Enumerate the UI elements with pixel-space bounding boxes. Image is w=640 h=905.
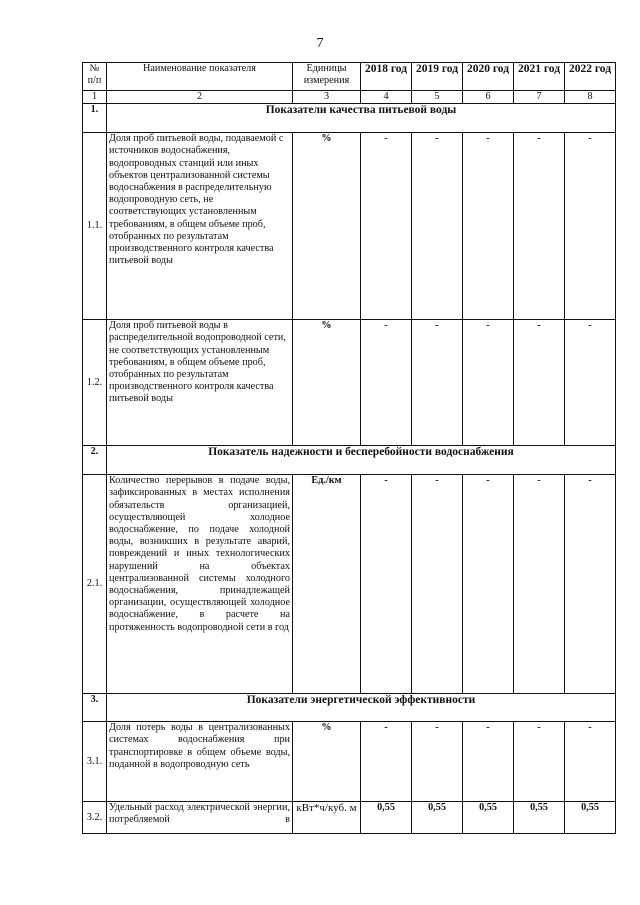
value-cell: -: [361, 133, 412, 320]
value-cell: -: [514, 722, 565, 802]
table-row: [83, 320, 616, 446]
table-row: [83, 722, 616, 802]
value-cell: -: [412, 133, 463, 320]
indicator-name: Количество перерывов в подаче воды, зафиксированных в местах исполнения обязательств организацией, осуществляющей холодное водоснабжение, по подаче холодной воды, возникших в результате аварий, повреждений и иных технологических нарушений на объектах централизованной системы холодного водоснабжения, принадлежащей организации, осуществляющей холодное водоснабжение, в расчете на протяженность водопроводной сети в год: [107, 475, 293, 694]
column-number: 8: [565, 91, 616, 104]
indicators-table: [82, 62, 616, 834]
value-cell: -: [463, 475, 514, 694]
header-year: 2018 год: [361, 63, 412, 91]
value-cell: -: [361, 320, 412, 446]
unit-cell: %: [293, 133, 361, 320]
value-cell: -: [412, 722, 463, 802]
indicator-name: Доля проб питьевой воды в распределительной водопроводной сети, не соответствующих установленным требованиям, в общем объеме проб, отобранных по результатам производственного контроля качества питьевой воды: [107, 320, 293, 446]
column-number: 4: [361, 91, 412, 104]
value-cell: -: [463, 722, 514, 802]
row-number: 3.2.: [83, 802, 107, 834]
value-cell: -: [565, 320, 616, 446]
unit-cell: %: [293, 722, 361, 802]
header-year: 2021 год: [514, 63, 565, 91]
table-row: [83, 802, 616, 834]
unit-cell: %: [293, 320, 361, 446]
value-cell: 0,55: [463, 802, 514, 834]
section-title: Показатель надежности и бесперебойности водоснабжения: [107, 446, 616, 475]
header-num: № п/п: [83, 63, 107, 91]
section-row: [83, 446, 616, 475]
header-year: 2020 год: [463, 63, 514, 91]
page-number: 7: [316, 36, 324, 51]
value-cell: -: [565, 475, 616, 694]
section-number: 3.: [83, 694, 107, 722]
value-cell: -: [514, 320, 565, 446]
value-cell: -: [412, 320, 463, 446]
column-number: 6: [463, 91, 514, 104]
value-cell: -: [463, 320, 514, 446]
indicator-name: Удельный расход электрической энергии, потребляемой в: [107, 802, 293, 834]
header-name: Наименование показателя: [107, 63, 293, 91]
column-number: 1: [83, 91, 107, 104]
column-number: 3: [293, 91, 361, 104]
section-row: [83, 694, 616, 722]
row-number: 1.2.: [83, 320, 107, 446]
indicator-name: Доля потерь воды в централизованных системах водоснабжения при транспортировке в общем объеме воды, поданной в водопроводную сеть: [107, 722, 293, 802]
section-title: Показатели качества питьевой воды: [107, 104, 616, 133]
unit-cell: Ед./км: [293, 475, 361, 694]
value-cell: -: [361, 722, 412, 802]
column-number: 5: [412, 91, 463, 104]
header-row: [83, 63, 616, 91]
table-row: [83, 475, 616, 694]
value-cell: -: [463, 133, 514, 320]
value-cell: -: [514, 133, 565, 320]
row-number: 2.1.: [83, 475, 107, 694]
header-year: 2019 год: [412, 63, 463, 91]
value-cell: 0,55: [514, 802, 565, 834]
section-row: [83, 104, 616, 133]
row-number: 3.1.: [83, 722, 107, 802]
section-number: 1.: [83, 104, 107, 133]
header-year: 2022 год: [565, 63, 616, 91]
unit-cell: кВт*ч/куб. м: [293, 802, 361, 834]
value-cell: 0,55: [565, 802, 616, 834]
value-cell: -: [514, 475, 565, 694]
table-row: [83, 133, 616, 320]
value-cell: -: [565, 722, 616, 802]
header-unit: Единицы измерения: [293, 63, 361, 91]
value-cell: -: [565, 133, 616, 320]
row-number: 1.1.: [83, 133, 107, 320]
section-title: Показатели энергетической эффективности: [107, 694, 616, 722]
value-cell: -: [412, 475, 463, 694]
value-cell: 0,55: [361, 802, 412, 834]
column-number: 7: [514, 91, 565, 104]
indicator-name: Доля проб питьевой воды, подаваемой с источников водоснабжения, водопроводных станций или иных объектов централизованной системы водоснабжения в распределительную водопроводную сеть, не соответствующих установленным требованиям, в общем объеме проб, отобранных по результатам производственного контроля качества питьевой воды: [107, 133, 293, 320]
column-numbers-row: [83, 91, 616, 104]
section-number: 2.: [83, 446, 107, 475]
column-number: 2: [107, 91, 293, 104]
value-cell: 0,55: [412, 802, 463, 834]
value-cell: -: [361, 475, 412, 694]
